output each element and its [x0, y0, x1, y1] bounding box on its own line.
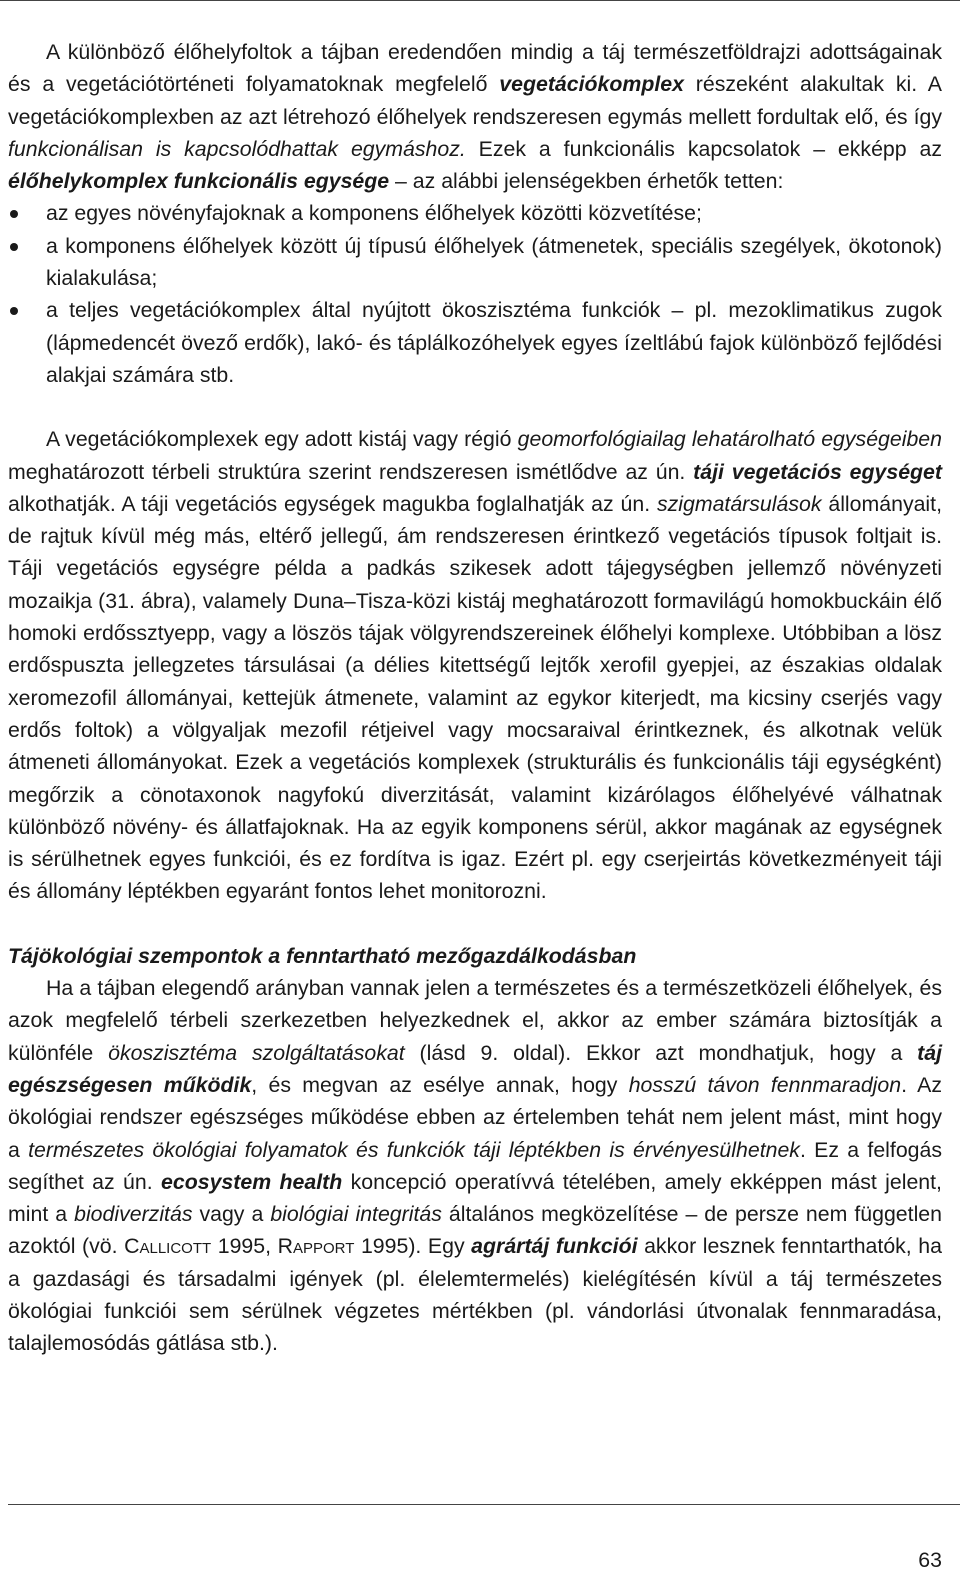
emphasis: táji vegetációs egységet	[693, 459, 942, 484]
text-run: meghatározott térbeli struktúra szerint rendszeresen ismétlődve az ún.	[8, 459, 694, 484]
text-run: vagy a	[192, 1202, 271, 1227]
text-run: 1995,	[211, 1234, 278, 1259]
text-run: – az alábbi jelenségekben érhetők tetten:	[389, 169, 784, 194]
citation-author: Rapport	[277, 1234, 355, 1259]
list-item-text: a teljes vegetációkomplex által nyújtott ökoszisztéma funkciók – pl. mezoklimatikus zugok (lápmedencét övező erdők), lakó- és táplálkozóhelyek egyes ízeltlábú fajok különböző fejlődési alakjai számára stb.	[46, 298, 942, 387]
list-item-text: az egyes növényfajoknak a komponens élőhelyek közötti közvetítése;	[46, 201, 702, 226]
text-run: 1995). Egy	[354, 1234, 472, 1259]
emphasis: biológiai integritás	[270, 1202, 442, 1227]
text-run: . Ez a felfogás segíthet az ún.	[8, 1137, 943, 1194]
emphasis: hosszú távon fennmaradjon	[628, 1072, 902, 1097]
paragraph-3	[8, 972, 942, 1360]
text-run: (lásd 9. oldal). Ekkor azt mondhatjuk, hogy a	[404, 1040, 918, 1065]
text-run: akkor lesznek fenntarthatók, ha a gazdasági és társadalmi igények (pl. élelemtermelés) kielégítésén kívül a táj természetes ökológiai funkciói sem sérülnek végzetes mértékben (pl. vándorlási útvonalak fennmaradása, talajlemosódás gátlása stb.).	[8, 1234, 942, 1356]
emphasis: funkcionálisan is kapcsolódhattak egymáshoz.	[8, 136, 466, 161]
top-rule	[0, 0, 960, 1]
text-run: Ha a tájban elegendő arányban vannak jelen a természetes és a természetközeli élőhelyek, és azok megfelelő térbeli szerkezetben helyezkednek el, akkor az ember számára biztosítják a különféle	[8, 976, 942, 1065]
paragraph-2	[8, 423, 942, 907]
bullet-icon	[10, 307, 18, 315]
spacer	[8, 391, 942, 423]
bullet-list	[8, 197, 942, 391]
list-item	[8, 230, 942, 295]
emphasis: ecosystem health	[161, 1169, 343, 1194]
text-run: állományait, de rajtuk kívül még más, eltérő jellegű, ám rendszeresen érintkező vegetációs típusok foltjait is. Táji vegetációs egységre példa a padkás szikesek adott tájegységben jellemző növényzeti mozaikja (31. ábra), valamely Duna–Tisza-közi kistáj meghatározott formavilágú homokbuckáin élő homoki erdőssztyepp, vagy a löszös tájak völgyrendszereinek élőhelyi komplexe. Utóbbiban a lösz erdőspuszta jellegzetes társulásai (a délies kitettségű lejtők xerofil gyepjei, az északias oldalak xeromezofil állományai, kettejük átmenete, valamint az egykor kiterjedt, ma kicsiny cserjés vagy erdős foltok) a völgyaljak mezofil rétjeivel vagy mocsaraival érintkeznek, és alkotnak velük átmeneti állományokat. Ezek a vegetációs komplexek (strukturális és funkcionális táji egységként) megőrzik a cönotaxonok nagyfokú diverzitását, valamint kizárólagos élőhelyévé válhatnak különböző növény- és állatfajoknak. Ha az egyik komponens sérül, akkor magának az egységnek is sérülhetnek egyes funkciói, és ez fordítva is igaz. Ezért pl. egy cserjeirtás következményeit táji és állomány léptékben egyaránt fontos lehet monitorozni.	[8, 491, 942, 904]
bottom-rule	[8, 1504, 960, 1505]
text-run: részeként alakultak ki. A vegetációkomplexben az azt létrehozó élőhelyek rendszeresen egymás mellett fordultak elő, és így	[8, 72, 942, 129]
emphasis: geomorfológiailag lehatárolható egységeiben	[517, 427, 942, 452]
text-run: A vegetációkomplexek egy adott kistáj vagy régió	[46, 427, 518, 452]
emphasis: ökoszisztéma szolgáltatásokat	[108, 1040, 405, 1065]
text-run: . Az ökológiai rendszer egészséges működése ebben az értelemben tehát nem jelent mást, mint hogy a	[8, 1072, 942, 1162]
page-number: 63	[918, 1548, 942, 1572]
emphasis: biodiverzitás	[74, 1202, 193, 1227]
spacer	[8, 908, 942, 940]
text-run: koncepció operatívvá tételében, amely ekképpen mást jelent, mint a	[8, 1169, 942, 1227]
section-heading: Tájökológiai szempontok a fenntartható mezőgazdálkodásban	[8, 943, 637, 968]
citation-author: Callicott	[124, 1234, 212, 1259]
text-run: általános megközelítése – de persze nem független azoktól (vö.	[8, 1202, 942, 1259]
emphasis: természetes ökológiai folyamatok és funkciók táji léptékben is érvényesülhetnek	[28, 1137, 800, 1162]
emphasis: szigmatársulások	[656, 491, 822, 516]
text-run: A különböző élőhelyfoltok a tájban eredendően mindig a táj természetföldrajzi adottságainak és a vegetációtörténeti folyamatoknak megfelelő	[8, 40, 942, 97]
emphasis: vegetációkomplex	[499, 72, 684, 97]
paragraph-1	[8, 36, 942, 197]
emphasis: táj egészségesen működik	[8, 1040, 942, 1097]
body-text	[8, 36, 942, 1360]
list-item	[8, 294, 942, 391]
list-item	[8, 197, 942, 229]
emphasis: agrártáj funkciói	[471, 1234, 638, 1259]
bullet-icon	[10, 210, 18, 218]
emphasis: élőhelykomplex funkcionális egysége	[8, 169, 390, 194]
text-run: Ezek a funkcionális kapcsolatok – ekképp az	[465, 136, 942, 161]
text-run: alkothatják. A táji vegetációs egységek magukba foglalhatják az ún.	[8, 491, 657, 516]
list-item-text: a komponens élőhelyek között új típusú élőhelyek (átmenetek, speciális szegélyek, ökotonok) kialakulása;	[46, 233, 942, 291]
bullet-icon	[10, 243, 18, 251]
text-run: , és megvan az esélye annak, hogy	[251, 1072, 629, 1097]
